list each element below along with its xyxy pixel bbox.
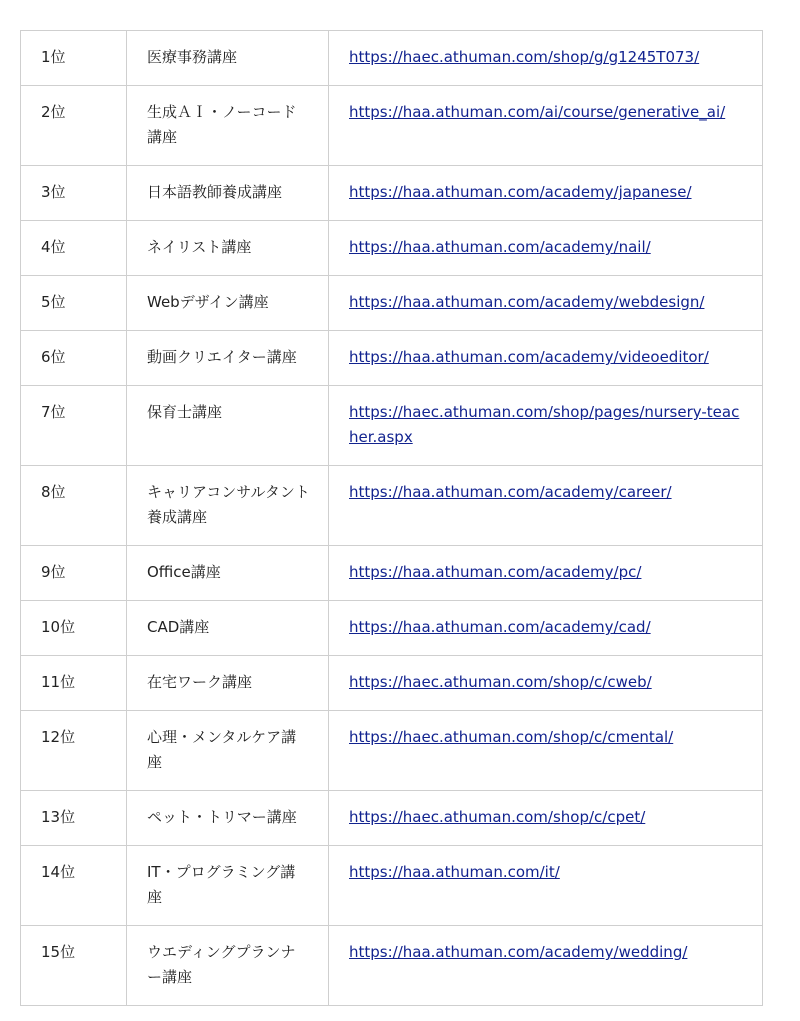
table-row (21, 86, 763, 166)
course-name-cell: 在宅ワーク講座 (127, 656, 329, 711)
url-cell (329, 656, 763, 711)
table-row (21, 221, 763, 276)
table-row (21, 791, 763, 846)
rank-cell: 15位 (21, 926, 127, 1006)
course-link[interactable]: https://haa.athuman.com/academy/japanese/ (349, 183, 692, 201)
url-cell (329, 386, 763, 466)
rank-cell: 1位 (21, 31, 127, 86)
rank-cell: 2位 (21, 86, 127, 166)
course-link[interactable]: https://haa.athuman.com/academy/career/ (349, 483, 672, 501)
course-link[interactable]: https://haa.athuman.com/academy/webdesign/ (349, 293, 705, 311)
course-link[interactable]: https://haec.athuman.com/shop/c/cmental/ (349, 728, 674, 746)
course-link[interactable]: https://haa.athuman.com/academy/nail/ (349, 238, 651, 256)
course-name-cell: 医療事務講座 (127, 31, 329, 86)
course-name-cell: ウエディングプランナー講座 (127, 926, 329, 1006)
url-cell (329, 166, 763, 221)
course-name-cell: 日本語教師養成講座 (127, 166, 329, 221)
rank-cell: 8位 (21, 466, 127, 546)
ranking-table-body (21, 31, 763, 1006)
url-cell (329, 331, 763, 386)
rank-cell: 4位 (21, 221, 127, 276)
table-row (21, 656, 763, 711)
course-link[interactable]: https://haa.athuman.com/it/ (349, 863, 560, 881)
course-name-cell: IT・プログラミング講座 (127, 846, 329, 926)
table-row (21, 166, 763, 221)
url-cell (329, 221, 763, 276)
table-row (21, 546, 763, 601)
table-row (21, 846, 763, 926)
table-row (21, 331, 763, 386)
url-cell (329, 466, 763, 546)
course-ranking-table (20, 30, 763, 1006)
table-row (21, 466, 763, 546)
course-link[interactable]: https://haa.athuman.com/academy/videoeditor/ (349, 348, 709, 366)
course-name-cell: CAD講座 (127, 601, 329, 656)
url-cell (329, 711, 763, 791)
course-name-cell: Webデザイン講座 (127, 276, 329, 331)
rank-cell: 3位 (21, 166, 127, 221)
rank-cell: 11位 (21, 656, 127, 711)
rank-cell: 7位 (21, 386, 127, 466)
course-name-cell: 保育士講座 (127, 386, 329, 466)
table-row (21, 601, 763, 656)
table-row (21, 276, 763, 331)
rank-cell: 5位 (21, 276, 127, 331)
course-link[interactable]: https://haa.athuman.com/academy/pc/ (349, 563, 642, 581)
course-link[interactable]: https://haa.athuman.com/academy/cad/ (349, 618, 651, 636)
table-row (21, 711, 763, 791)
course-name-cell: 生成ＡＩ・ノーコード講座 (127, 86, 329, 166)
course-link[interactable]: https://haa.athuman.com/academy/wedding/ (349, 943, 688, 961)
url-cell (329, 86, 763, 166)
rank-cell: 9位 (21, 546, 127, 601)
course-name-cell: 心理・メンタルケア講座 (127, 711, 329, 791)
rank-cell: 10位 (21, 601, 127, 656)
url-cell (329, 926, 763, 1006)
course-link[interactable]: https://haec.athuman.com/shop/c/cpet/ (349, 808, 646, 826)
url-cell (329, 276, 763, 331)
url-cell (329, 846, 763, 926)
course-link[interactable]: https://haec.athuman.com/shop/c/cweb/ (349, 673, 652, 691)
table-row (21, 926, 763, 1006)
course-link[interactable]: https://haa.athuman.com/ai/course/generative_ai/ (349, 103, 726, 121)
rank-cell: 14位 (21, 846, 127, 926)
table-row (21, 31, 763, 86)
course-name-cell: キャリアコンサルタント養成講座 (127, 466, 329, 546)
course-name-cell: Office講座 (127, 546, 329, 601)
rank-cell: 6位 (21, 331, 127, 386)
course-name-cell: 動画クリエイター講座 (127, 331, 329, 386)
url-cell (329, 31, 763, 86)
course-name-cell: ネイリスト講座 (127, 221, 329, 276)
url-cell (329, 791, 763, 846)
rank-cell: 13位 (21, 791, 127, 846)
rank-cell: 12位 (21, 711, 127, 791)
table-row (21, 386, 763, 466)
course-link[interactable]: https://haec.athuman.com/shop/pages/nursery-teacher.aspx (349, 403, 740, 446)
course-name-cell: ペット・トリマー講座 (127, 791, 329, 846)
url-cell (329, 546, 763, 601)
url-cell (329, 601, 763, 656)
course-link[interactable]: https://haec.athuman.com/shop/g/g1245T073/ (349, 48, 700, 66)
